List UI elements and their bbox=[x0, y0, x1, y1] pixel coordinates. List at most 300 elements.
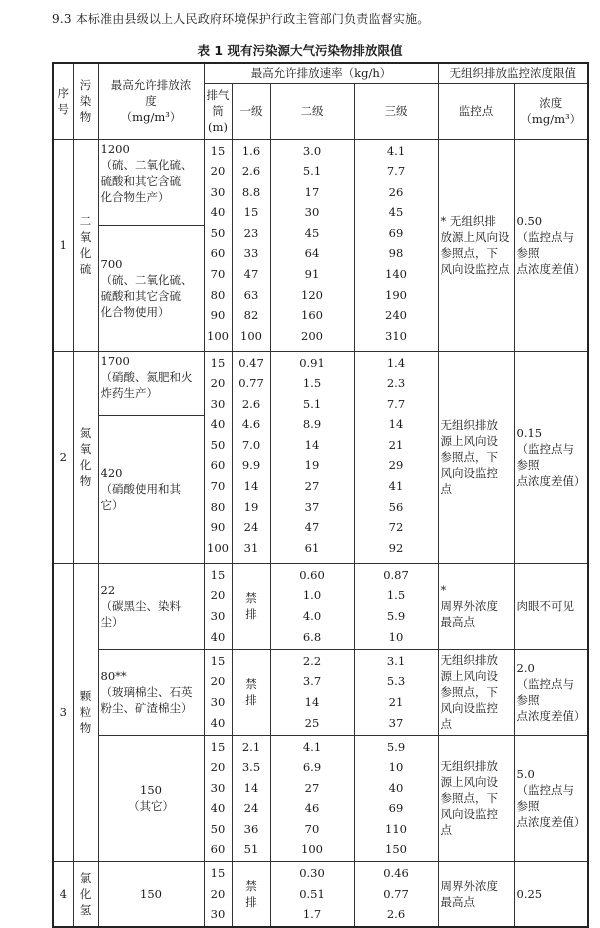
value-cell: 72 bbox=[388, 520, 404, 535]
value-cell: 4.6 bbox=[241, 417, 261, 432]
text-line: 无组织排放 bbox=[440, 653, 498, 667]
nox-name bbox=[76, 425, 96, 489]
value-cell: 47 bbox=[304, 520, 320, 535]
text-line: 最高点 bbox=[440, 615, 475, 629]
value-cell: 51 bbox=[243, 842, 259, 857]
value-cell: 15 bbox=[210, 653, 226, 668]
value-cell: 1.6 bbox=[241, 143, 261, 158]
value-cell: 0.87 bbox=[383, 567, 409, 582]
pm-monitor-1 bbox=[438, 563, 514, 649]
hcl-seq: 4 bbox=[53, 862, 73, 927]
value-cell: 23 bbox=[243, 225, 259, 240]
text-line: 它） bbox=[100, 498, 124, 512]
value-cell: 14 bbox=[304, 695, 320, 709]
text-line: 点浓度差值） bbox=[516, 474, 586, 488]
value-cell: 61 bbox=[304, 540, 320, 555]
text-line: 化 bbox=[79, 246, 92, 260]
text-line: 无组织排放 bbox=[440, 418, 498, 432]
value-cell: 0.51 bbox=[299, 886, 325, 901]
text-line: 排 bbox=[245, 894, 257, 909]
value-cell: 40 bbox=[210, 715, 226, 730]
pm-stack-3-list bbox=[207, 737, 230, 861]
value-cell: 30 bbox=[210, 780, 226, 795]
value-cell: 26 bbox=[388, 184, 404, 199]
value-cell: 15 bbox=[210, 143, 226, 158]
value-cell: 20 bbox=[210, 760, 226, 775]
value-cell: 19 bbox=[304, 458, 320, 473]
text-line: 排 bbox=[245, 693, 257, 707]
hcl-g3-list bbox=[357, 863, 436, 925]
value-cell: 8.8 bbox=[241, 184, 261, 199]
value-cell: 21 bbox=[388, 695, 404, 709]
pm-monitor-3 bbox=[438, 735, 514, 862]
value-cell: 60 bbox=[210, 246, 226, 261]
pm-conc-1 bbox=[98, 563, 204, 649]
text-line: 参照点，下 bbox=[440, 685, 498, 699]
hcl-g3 bbox=[354, 862, 438, 927]
text-line: * 无组织排 bbox=[440, 214, 496, 228]
value-cell: 10 bbox=[388, 629, 404, 644]
value-cell: 24 bbox=[243, 520, 259, 535]
value-cell: 2.2 bbox=[302, 653, 322, 668]
value-cell: 91 bbox=[304, 267, 320, 282]
value-cell: 10 bbox=[388, 760, 404, 775]
value-cell: 15 bbox=[210, 567, 226, 582]
value-cell: 90 bbox=[210, 308, 226, 323]
pm-g3-2-list bbox=[357, 651, 436, 733]
text-line: 风向设监控 bbox=[440, 701, 498, 715]
header-grade-3: 三级 bbox=[354, 83, 438, 139]
value-cell: 30 bbox=[304, 205, 320, 220]
value-cell: 70 bbox=[210, 267, 226, 282]
value-cell: 5.1 bbox=[302, 164, 322, 179]
value-cell: 15 bbox=[243, 205, 259, 220]
value-cell: 100 bbox=[207, 540, 229, 555]
value-cell: 3.7 bbox=[302, 674, 322, 689]
value-cell: 80 bbox=[210, 287, 226, 302]
value-cell: 120 bbox=[301, 287, 323, 302]
pm-limit-2-text bbox=[517, 660, 586, 724]
max-conc-header bbox=[101, 77, 202, 125]
text-line: 度 bbox=[145, 94, 157, 109]
value-cell: 9.9 bbox=[241, 458, 261, 473]
value-cell: 98 bbox=[388, 246, 404, 261]
pm-g1-2 bbox=[232, 649, 270, 735]
nox-g1-list bbox=[235, 353, 268, 559]
pm-monitor-1-text bbox=[441, 582, 512, 630]
text-line: 点 bbox=[440, 482, 452, 496]
header-stack bbox=[204, 83, 232, 139]
text-line: （其它） bbox=[128, 799, 174, 814]
text-line: 筒 bbox=[212, 104, 224, 118]
pm-pollutant bbox=[73, 563, 98, 862]
pm-row-2 bbox=[53, 649, 588, 735]
emission-limits-table bbox=[52, 62, 589, 928]
so2-monitor bbox=[438, 139, 514, 351]
value-cell: 19 bbox=[243, 499, 259, 514]
so2-stack bbox=[204, 139, 232, 351]
value-cell: 100 bbox=[207, 328, 229, 343]
text-line: (m) bbox=[208, 120, 228, 134]
so2-g2-list bbox=[273, 141, 352, 347]
value-cell: 110 bbox=[385, 821, 407, 836]
value-cell: 30 bbox=[210, 184, 226, 199]
text-line: 排 bbox=[245, 607, 257, 621]
text-line: 硫酸和其它含硫 bbox=[100, 289, 181, 303]
value-cell: 45 bbox=[388, 205, 404, 220]
pm-conc-1-text bbox=[101, 582, 202, 630]
text-line: （监控点与参照 bbox=[516, 783, 574, 814]
value-cell: 33 bbox=[243, 246, 259, 261]
value-cell: 36 bbox=[243, 821, 259, 836]
text-line: 化 bbox=[79, 458, 92, 472]
value-cell: 27 bbox=[304, 479, 320, 494]
value-cell: 69 bbox=[388, 801, 404, 816]
value-cell: 6.9 bbox=[302, 760, 322, 775]
text-line: 禁 bbox=[245, 677, 257, 691]
value-cell: 1.5 bbox=[302, 376, 322, 391]
value-cell: 92 bbox=[388, 540, 404, 555]
text-line: 硫酸和其它含硫 bbox=[100, 173, 181, 188]
value-cell: 40 bbox=[210, 629, 226, 644]
pm-limit-2 bbox=[514, 649, 588, 735]
value-cell: 0.47 bbox=[238, 355, 264, 370]
text-line: （监控点与参照 bbox=[516, 442, 574, 472]
value-cell: 1.0 bbox=[302, 588, 322, 603]
value-cell: 2.6 bbox=[241, 164, 261, 179]
value-cell: 2.3 bbox=[386, 376, 406, 391]
value-cell: 0.30 bbox=[299, 866, 325, 881]
text-line: （碳黑尘、染料 bbox=[100, 599, 181, 613]
text-line: 硫 bbox=[79, 262, 92, 276]
value-cell: 20 bbox=[210, 376, 226, 391]
value-cell: 1.4 bbox=[386, 355, 406, 370]
value-cell: 15 bbox=[210, 739, 226, 754]
nox-row-a bbox=[53, 351, 588, 415]
value-cell: 3.1 bbox=[386, 653, 406, 668]
pm-row-1 bbox=[53, 563, 588, 649]
value-cell: 37 bbox=[304, 499, 320, 514]
pm-g3-1 bbox=[354, 563, 438, 649]
header-row-1 bbox=[53, 63, 588, 83]
so2-monitor-text bbox=[441, 213, 512, 277]
nox-g2 bbox=[270, 351, 354, 563]
text-line: 颗 bbox=[79, 689, 92, 704]
value-cell: 20 bbox=[210, 886, 226, 901]
nox-monitor bbox=[438, 351, 514, 563]
value-cell: 60 bbox=[210, 842, 226, 857]
so2-g2 bbox=[270, 139, 354, 351]
value-cell: 31 bbox=[243, 540, 259, 555]
value-cell: 100 bbox=[301, 842, 323, 857]
text-line: 最高允许排放浓 bbox=[110, 78, 192, 93]
nox-conc-a bbox=[98, 351, 204, 415]
value-cell: 17 bbox=[304, 184, 320, 199]
header-grade-2: 二级 bbox=[270, 83, 354, 139]
hcl-g2 bbox=[270, 862, 354, 927]
text-line: （硝酸使用和其 bbox=[100, 482, 181, 496]
so2-conc-a bbox=[98, 139, 204, 225]
pm-g3-3-list bbox=[357, 737, 436, 861]
text-line: 炸药生产） bbox=[100, 385, 158, 400]
value-cell: 24 bbox=[243, 801, 259, 816]
text-line: 参照点，下 bbox=[440, 246, 498, 260]
text-line: 粒 bbox=[79, 705, 92, 720]
value-cell: 30 bbox=[210, 907, 226, 922]
text-line: （mg/m³） bbox=[120, 110, 182, 125]
value-cell: 70 bbox=[210, 479, 226, 494]
text-line: 物 bbox=[79, 474, 92, 488]
value-cell: 45 bbox=[304, 225, 320, 240]
value-cell: 63 bbox=[243, 287, 259, 302]
pm-g1-3-list bbox=[235, 737, 268, 861]
value-cell: 40 bbox=[210, 801, 226, 816]
value-cell: 40 bbox=[388, 780, 404, 795]
header-unorganized: 无组织排放监控浓度限值 bbox=[438, 63, 588, 83]
nox-g1 bbox=[232, 351, 270, 563]
value-cell: 0.91 bbox=[299, 355, 325, 370]
value-cell: 60 bbox=[210, 458, 226, 473]
nox-g3 bbox=[354, 351, 438, 563]
text-line: 源上风向设 bbox=[440, 775, 498, 790]
text-line: 80** bbox=[100, 669, 127, 683]
value-cell: 14 bbox=[304, 437, 320, 452]
value-cell: 7.0 bbox=[241, 437, 261, 452]
pm-g3-1-list bbox=[357, 565, 436, 647]
value-cell: 56 bbox=[388, 499, 404, 514]
hcl-name bbox=[76, 870, 96, 918]
so2-g3 bbox=[354, 139, 438, 351]
table-title: 表 1 现有污染源大气污染物排放限值 bbox=[197, 43, 403, 58]
text-line: 周界外浓度 bbox=[440, 878, 498, 893]
value-cell: 6.8 bbox=[302, 629, 322, 644]
pm-limit-3 bbox=[514, 735, 588, 862]
text-line: 物 bbox=[79, 721, 92, 736]
pm-stack-1 bbox=[204, 563, 232, 649]
value-cell: 1.5 bbox=[386, 588, 406, 603]
value-cell: 47 bbox=[243, 267, 259, 282]
nox-monitor-text bbox=[441, 417, 512, 497]
pm-g1-2-text bbox=[235, 676, 268, 708]
value-cell: 4.1 bbox=[386, 143, 406, 158]
value-cell: 50 bbox=[210, 437, 226, 452]
text-line: 风向设监控 bbox=[440, 807, 498, 822]
text-line: 源上风向设 bbox=[440, 669, 498, 683]
text-line: 序 bbox=[57, 86, 69, 101]
value-cell: 69 bbox=[388, 225, 404, 240]
so2-limit bbox=[514, 139, 588, 351]
pm-conc-2 bbox=[98, 649, 204, 735]
value-cell: 14 bbox=[388, 417, 404, 432]
text-line: 氧 bbox=[79, 442, 92, 456]
so2-g1 bbox=[232, 139, 270, 351]
text-line: 物 bbox=[79, 110, 92, 125]
nox-stack bbox=[204, 351, 232, 563]
text-line: 点 bbox=[440, 823, 452, 838]
text-line: 化合物使用） bbox=[100, 305, 170, 319]
hcl-monitor bbox=[438, 862, 514, 927]
so2-g1-list bbox=[235, 141, 268, 347]
hcl-row bbox=[53, 862, 588, 927]
value-cell: 240 bbox=[385, 308, 407, 323]
pm-conc-3 bbox=[98, 735, 204, 862]
header-max-conc bbox=[98, 63, 204, 139]
value-cell: 2.6 bbox=[386, 907, 406, 922]
value-cell: 25 bbox=[304, 715, 320, 730]
header-pollutant bbox=[73, 63, 98, 139]
value-cell: 8.9 bbox=[302, 417, 322, 432]
text-line: 源上风向设 bbox=[440, 434, 498, 448]
value-cell: 40 bbox=[210, 417, 226, 432]
nox-seq: 2 bbox=[53, 351, 73, 563]
text-line: 22 bbox=[100, 583, 116, 597]
nox-g2-list bbox=[273, 353, 352, 559]
value-cell: 27 bbox=[304, 780, 320, 795]
pm-monitor-2 bbox=[438, 649, 514, 735]
value-cell: 41 bbox=[388, 479, 404, 494]
value-cell: 100 bbox=[240, 328, 262, 343]
text-line: 氢 bbox=[79, 902, 92, 917]
nox-conc-a-text bbox=[101, 353, 202, 401]
text-line: （硫、二氧化硫、 bbox=[100, 273, 193, 287]
pm-g2-1 bbox=[270, 563, 354, 649]
text-line: 禁 bbox=[245, 878, 257, 893]
value-cell: 70 bbox=[304, 821, 320, 836]
header-monitor: 监控点 bbox=[438, 83, 514, 139]
text-line: 号 bbox=[57, 102, 69, 117]
text-line: 禁 bbox=[245, 591, 257, 605]
value-cell: 15 bbox=[210, 355, 226, 370]
pm-g1-3 bbox=[232, 735, 270, 862]
nox-g3-list bbox=[357, 353, 436, 559]
text-line: 2.0 bbox=[516, 661, 535, 675]
so2-pollutant bbox=[73, 139, 98, 351]
text-line: （监控点与参照 bbox=[516, 677, 574, 707]
value-cell: 4.1 bbox=[302, 739, 322, 754]
value-cell: 50 bbox=[210, 225, 226, 240]
hcl-g1 bbox=[232, 862, 270, 927]
pm-limit-1: 肉眼不可见 bbox=[514, 563, 588, 649]
value-cell: 50 bbox=[210, 821, 226, 836]
pm-stack-2 bbox=[204, 649, 232, 735]
so2-seq: 1 bbox=[53, 139, 73, 351]
value-cell: 5.9 bbox=[386, 739, 406, 754]
value-cell: 5.9 bbox=[386, 609, 406, 623]
text-line: 150 bbox=[140, 783, 162, 798]
nox-limit-text bbox=[517, 425, 586, 489]
value-cell: 7.7 bbox=[386, 396, 406, 411]
nox-conc-b-text bbox=[101, 465, 202, 513]
text-line: 1700 bbox=[100, 353, 130, 368]
so2-limit-text bbox=[517, 213, 586, 277]
value-cell: 5.3 bbox=[386, 674, 406, 689]
pm-g2-1-list bbox=[273, 565, 352, 647]
text-line: 700 bbox=[100, 257, 123, 271]
pm-conc-3-text bbox=[101, 782, 202, 814]
value-cell: 14 bbox=[243, 780, 259, 795]
value-cell: 30 bbox=[210, 695, 226, 709]
value-cell: 20 bbox=[210, 164, 226, 179]
text-line: 点浓度差值） bbox=[516, 709, 586, 723]
text-line: * bbox=[440, 583, 447, 597]
nox-pollutant bbox=[73, 351, 98, 563]
pm-g2-3 bbox=[270, 735, 354, 862]
text-line: 参照点，下 bbox=[440, 450, 498, 464]
pm-monitor-3-text bbox=[441, 758, 512, 838]
value-cell: 21 bbox=[388, 437, 404, 452]
hcl-conc: 150 bbox=[98, 862, 204, 927]
pm-name bbox=[76, 688, 96, 736]
value-cell: 150 bbox=[385, 842, 407, 857]
text-line: 风向设监控 bbox=[440, 466, 498, 480]
pm-stack-2-list bbox=[207, 651, 230, 733]
text-line: 化 bbox=[79, 886, 92, 901]
text-line: 点 bbox=[440, 717, 452, 731]
hcl-stack bbox=[204, 862, 232, 927]
pm-g1-1 bbox=[232, 563, 270, 649]
text-line: （硝酸、氮肥和火 bbox=[100, 369, 193, 384]
text-line: 染 bbox=[79, 94, 92, 109]
value-cell: 2.6 bbox=[241, 396, 261, 411]
hcl-limit: 0.25 bbox=[514, 862, 588, 927]
text-line: 无组织排放 bbox=[440, 759, 498, 774]
pm-g1-1-text bbox=[235, 590, 268, 622]
text-line: 参照点，下 bbox=[440, 791, 498, 806]
value-cell: 7.7 bbox=[386, 164, 406, 179]
value-cell: 15 bbox=[210, 866, 226, 881]
pm-g2-3-list bbox=[273, 737, 352, 861]
value-cell: 0.46 bbox=[383, 866, 409, 881]
text-line: 粉尘、矿渣棉尘） bbox=[100, 701, 193, 715]
value-cell: 40 bbox=[210, 205, 226, 220]
header-seq bbox=[53, 63, 73, 139]
so2-stack-list bbox=[207, 141, 230, 347]
value-cell: 90 bbox=[210, 520, 226, 535]
value-cell: 5.1 bbox=[302, 396, 322, 411]
text-line: 化合物生产） bbox=[100, 189, 170, 204]
text-line: （监控点与参照 bbox=[516, 230, 574, 260]
seq-header bbox=[56, 85, 71, 117]
text-line: 氧 bbox=[79, 230, 92, 244]
so2-conc-a-text bbox=[101, 141, 202, 205]
text-line: 氮 bbox=[79, 426, 92, 440]
so2-g3-list bbox=[357, 141, 436, 347]
text-line: 1200 bbox=[100, 141, 130, 156]
value-cell: 82 bbox=[243, 308, 259, 323]
text-line: （硫、二氧化硫、 bbox=[100, 157, 193, 172]
text-line: 周界外浓度 bbox=[440, 599, 498, 613]
value-cell: 46 bbox=[304, 801, 320, 816]
so2-conc-b bbox=[98, 225, 204, 351]
text-line: （玻璃棉尘、石英 bbox=[100, 685, 193, 699]
text-line: 风向设监控点 bbox=[440, 262, 510, 276]
value-cell: 37 bbox=[388, 715, 404, 730]
hcl-g1-text bbox=[235, 878, 268, 910]
text-line: 排气 bbox=[206, 88, 230, 102]
text-line: 最高点 bbox=[440, 894, 475, 909]
header-grade-1: 一级 bbox=[232, 83, 270, 139]
text-line: 尘） bbox=[100, 615, 124, 629]
value-cell: 29 bbox=[388, 458, 404, 473]
value-cell: 200 bbox=[301, 328, 323, 343]
value-cell: 0.60 bbox=[299, 567, 325, 582]
text-line: 氯 bbox=[79, 870, 92, 885]
value-cell: 20 bbox=[210, 588, 226, 603]
value-cell: 2.1 bbox=[241, 739, 261, 754]
text-line: 二 bbox=[79, 214, 92, 228]
header-concentration: 浓度（mg/m³） bbox=[514, 83, 588, 139]
hcl-monitor-text bbox=[441, 878, 512, 910]
